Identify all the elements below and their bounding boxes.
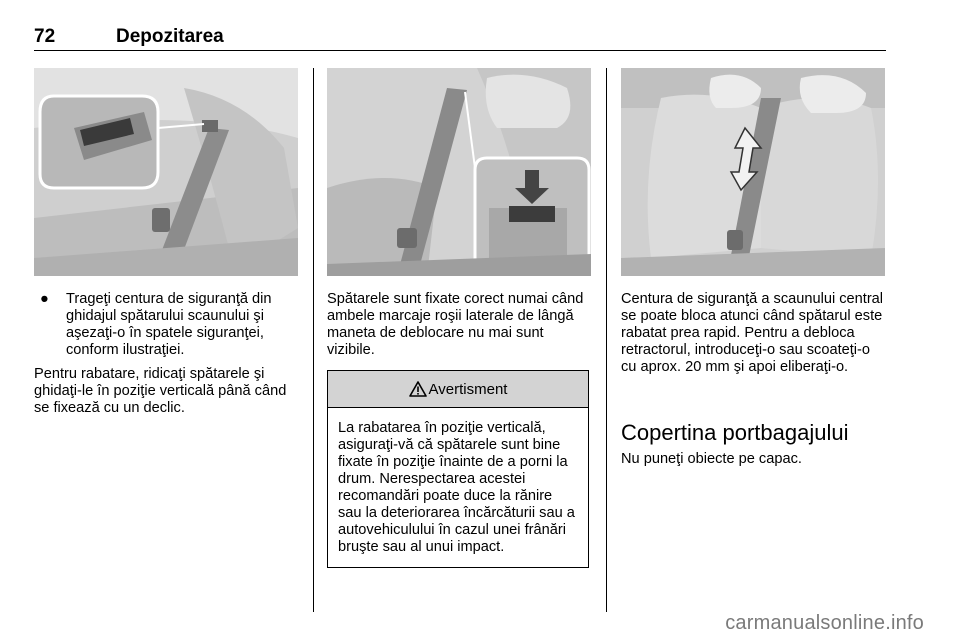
illustration-belt-guide [34, 68, 298, 276]
section-text: Nu puneţi obiecte pe capac. [621, 451, 802, 467]
page-title: Depozitarea [116, 26, 224, 47]
bullet-text: Trageţi centura de siguranţă din ghidajul spătarului scaunului şi aşezaţi-o în spatele siguranţei, conform ilustraţiei. [66, 291, 272, 358]
header-rule [34, 50, 886, 51]
warning-title: Avertisment [428, 380, 508, 398]
paragraph-folding: Pentru rabatare, ridicaţi spătarele şi ghidaţi-le în poziţie verticală până când se fixează cu un declic. [34, 366, 287, 416]
warning-header [328, 371, 588, 408]
page-header [34, 26, 886, 52]
illustration-center-belt [621, 68, 885, 276]
section-title: Copertina portbagajului [621, 420, 849, 445]
warning-text: La rabatarea în poziţie verticală, asiguraţi-vă că spătarele sunt bine fixate în poziţie înainte de a porni la drum. Nerespectarea acestei recomandări poate duce la rănire sau la deteriorarea încărcăturii sau a autovehiculului în cazul unei frânări bruşte sau al unui impact. [338, 420, 575, 555]
warning-box [327, 370, 589, 568]
column1-paragraph [34, 366, 300, 417]
warning-triangle-icon [409, 381, 427, 397]
bullet-item [34, 291, 298, 359]
page-number: 72 [34, 26, 56, 47]
illustration-seatback-latch [327, 68, 591, 276]
watermark: carmanualsonline.info [725, 612, 924, 634]
column-divider-2 [606, 68, 607, 612]
column-divider-1 [313, 68, 314, 612]
column2-paragraph [327, 291, 593, 359]
column3-paragraph [621, 291, 889, 376]
paragraph-center-belt: Centura de siguranţă a scaunului central se poate bloca atunci când spătarul este rabatat prea rapid. Pentru a debloca retractorul, introduceţi-o sau scoateţi-o cu aprox. 20 mm şi apoi eliberaţi-o. [621, 291, 884, 375]
bullet-dot: ● [40, 291, 49, 307]
paragraph-seatbacks-locked: Spătarele sunt fixate corect numai când ambele marcaje roşii laterale de lângă maneta de deblocare nu mai sunt vizibile. [327, 291, 584, 358]
